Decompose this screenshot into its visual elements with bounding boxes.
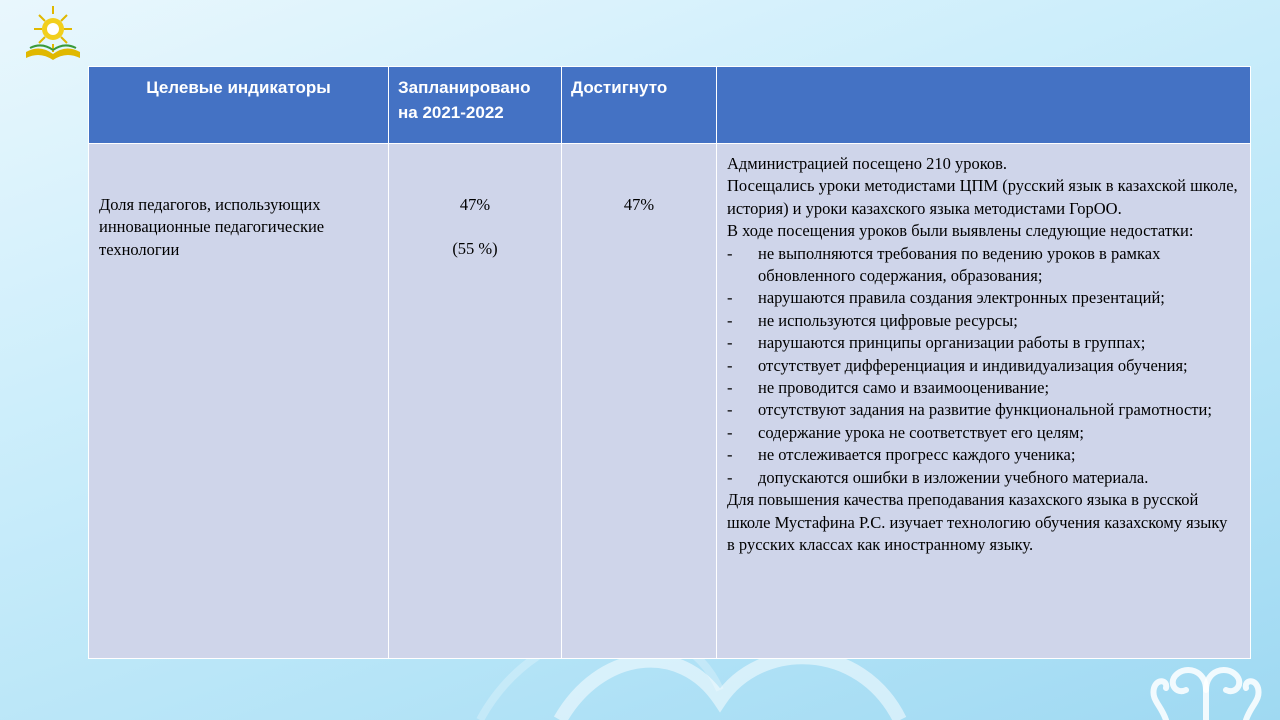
kazakh-ornament-icon	[1146, 650, 1266, 720]
notes-cell	[717, 144, 1251, 659]
notes-conclusion: Для повышения качества преподавания казахского языка в русской школе Мустафина Р.С. изучает технологию обучения казахскому языку в русских классах как иностранному языку.	[727, 490, 1228, 554]
list-item: - отсутствует дифференциация и индивидуализация обучения;	[727, 355, 1238, 377]
header-row	[89, 67, 1251, 144]
list-bullet: -	[727, 333, 733, 353]
list-bullet: -	[727, 378, 733, 398]
list-item: - отсутствуют задания на развитие функциональной грамотности;	[727, 399, 1238, 421]
list-bullet: -	[727, 400, 733, 420]
list-item: - не выполняются требования по ведению уроков в рамках обновленного содержания, образования;	[727, 243, 1238, 288]
indicator-cell: Доля педагогов, использующих инновационные педагогические технологии	[89, 144, 389, 659]
notes-intro-1: Администрацией посещено 210 уроков.	[727, 154, 1008, 173]
list-item: - не используются цифровые ресурсы;	[727, 310, 1238, 332]
list-bullet: -	[727, 422, 733, 442]
list-bullet: -	[727, 288, 733, 308]
header-indicators: Целевые индикаторы	[89, 67, 389, 144]
list-item: - не отслеживается прогресс каждого ученика;	[727, 444, 1238, 466]
header-notes	[717, 67, 1251, 144]
header-planned: Запланировано на 2021-2022	[389, 67, 562, 144]
list-bullet: -	[727, 310, 733, 330]
list-bullet: -	[727, 445, 733, 465]
indicators-table	[88, 66, 1251, 659]
notes-intro-3: В ходе посещения уроков были выявлены следующие недостатки:	[727, 221, 1194, 241]
list-item: - нарушаются правила создания электронных презентаций;	[727, 287, 1238, 309]
planned-alt-value: (55 %)	[452, 239, 498, 259]
list-item: - не проводится само и взаимооценивание;	[727, 377, 1238, 399]
list-bullet: -	[727, 243, 733, 263]
header-achieved: Достигнуто	[562, 67, 717, 144]
school-logo-icon	[18, 2, 88, 64]
planned-cell	[389, 144, 562, 659]
achieved-cell: 47%	[562, 144, 717, 659]
notes-intro-2: Посещались уроки методистами ЦПМ (русский язык в казахской школе, история) и уроки казахского языка методистами ГорОО.	[727, 176, 1238, 218]
table-row	[89, 144, 1251, 659]
planned-value: 47%	[459, 195, 491, 214]
list-item: - содержание урока не соответствует его целям;	[727, 422, 1238, 444]
list-bullet: -	[727, 355, 733, 375]
list-item: - нарушаются принципы организации работы в группах;	[727, 332, 1238, 354]
list-bullet: -	[727, 467, 733, 487]
shortcomings-list	[727, 243, 1238, 489]
list-item: - допускаются ошибки в изложении учебного материала.	[727, 467, 1238, 489]
